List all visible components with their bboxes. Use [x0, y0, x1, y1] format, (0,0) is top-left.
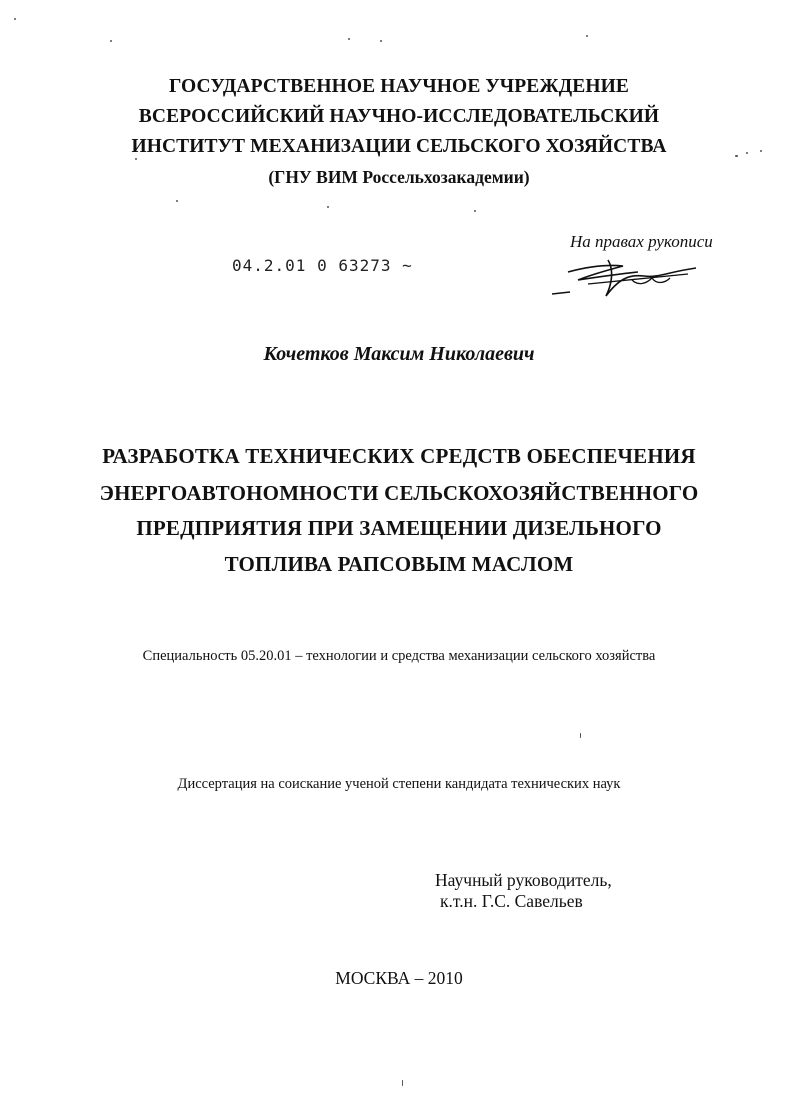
scan-speck	[580, 733, 581, 738]
rights-note: На правах рукописи	[570, 232, 713, 251]
institution-line-1: ГОСУДАРСТВЕННОЕ НАУЧНОЕ УЧРЕЖДЕНИЕ	[169, 76, 629, 97]
title-line-3: ПРЕДПРИЯТИЯ ПРИ ЗАМЕЩЕНИИ ДИЗЕЛЬНОГО	[136, 516, 662, 540]
signature-icon	[548, 250, 698, 305]
scan-speck	[135, 158, 137, 160]
dissertation-line: Диссертация на соискание ученой степени кандидата технических наук	[177, 776, 621, 792]
title-line-2: ЭНЕРГОАВТОНОМНОСТИ СЕЛЬСКОХОЗЯЙСТВЕННОГО	[99, 481, 699, 505]
scan-speck	[402, 1080, 403, 1086]
scan-speck	[110, 40, 112, 42]
title-line-1: РАЗРАБОТКА ТЕХНИЧЕСКИХ СРЕДСТВ ОБЕСПЕЧЕНИЯ	[102, 444, 696, 468]
scan-speck	[586, 35, 588, 37]
title-line-4: ТОПЛИВА РАПСОВЫМ МАСЛОМ	[224, 552, 574, 576]
scan-speck	[14, 18, 16, 20]
scan-speck	[746, 152, 748, 154]
institution-line-3: ИНСТИТУТ МЕХАНИЗАЦИИ СЕЛЬСКОГО ХОЗЯЙСТВА	[131, 136, 667, 157]
scan-speck	[348, 38, 350, 40]
supervisor-label: Научный руководитель,	[435, 870, 612, 890]
scan-speck	[380, 40, 382, 42]
specialty-line: Специальность 05.20.01 – технологии и средства механизации сельского хозяйства	[142, 648, 656, 664]
scan-speck	[327, 206, 329, 208]
city-year: МОСКВА – 2010	[335, 968, 463, 988]
scan-speck	[735, 155, 738, 157]
author-name: Кочетков Максим Николаевич	[263, 343, 535, 365]
institution-line-2: ВСЕРОССИЙСКИЙ НАУЧНО-ИССЛЕДОВАТЕЛЬСКИЙ	[138, 106, 660, 127]
scan-speck	[760, 150, 762, 152]
catalog-code: 04.2.01 0 63273 ~	[232, 256, 413, 275]
institution-abbreviation: (ГНУ ВИМ Россельхозакадемии)	[268, 167, 530, 187]
scan-speck	[176, 200, 178, 202]
supervisor-name: к.т.н. Г.С. Савельев	[440, 891, 583, 911]
scan-speck	[474, 210, 476, 212]
